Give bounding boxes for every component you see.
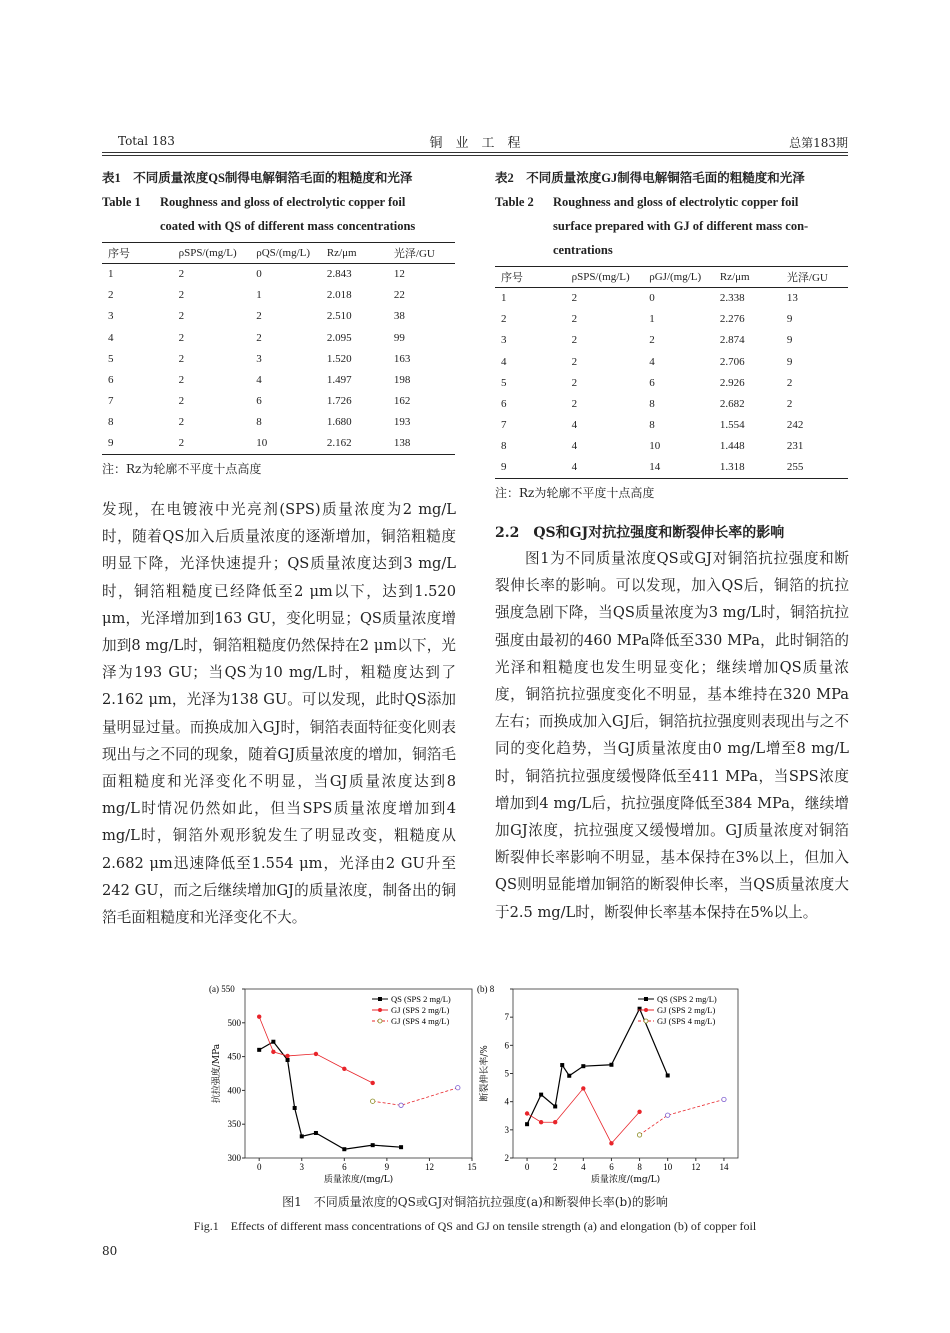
table-cell: 12	[393, 268, 405, 281]
column-header: ρSPS/(mg/L)	[566, 267, 644, 288]
x-tick-label: 3	[299, 1162, 304, 1172]
table-cell: 9	[495, 457, 566, 478]
data-point	[525, 1111, 529, 1115]
y-tick-label: 2	[504, 1153, 509, 1163]
legend-marker	[378, 1008, 382, 1012]
table-cell: 14	[643, 457, 714, 478]
table-cell: 9	[786, 334, 793, 347]
table2-caption-en: Roughness and gloss of electrolytic copper foil	[553, 195, 799, 209]
table-cell: 9	[102, 433, 173, 454]
panel-label: (a) 550	[209, 984, 235, 994]
data-point	[399, 1145, 403, 1149]
table-cell: 163	[393, 352, 411, 365]
table-cell: 2.162	[321, 433, 388, 454]
table-cell: 1.318	[714, 457, 781, 478]
table-cell: 7	[501, 419, 507, 432]
column-header: ρGJ/(mg/L)	[643, 267, 714, 288]
table-cell: 162	[393, 395, 411, 408]
x-tick-label: 6	[342, 1162, 347, 1172]
table-cell: 2	[786, 376, 793, 389]
table-cell: 2.338	[719, 292, 745, 305]
series-line	[259, 1017, 373, 1083]
table2-note: 注：Rz为轮廓不平度十点高度	[495, 486, 655, 500]
table-cell: 4	[256, 374, 262, 387]
table-cell: 2.843	[326, 268, 352, 281]
y-tick-label: 300	[227, 1153, 241, 1163]
table-cell: 0	[649, 292, 655, 305]
table-cell: 2	[571, 313, 578, 326]
x-axis-label: 质量浓度/(mg/L)	[323, 1175, 394, 1185]
table-cell: 2.874	[719, 334, 745, 347]
legend-marker	[644, 997, 648, 1001]
data-point	[553, 1104, 557, 1108]
data-point	[609, 1141, 613, 1145]
data-point	[560, 1063, 564, 1067]
y-tick-label: 7	[504, 1012, 509, 1023]
data-point	[539, 1093, 543, 1097]
panel-label: (b) 8	[477, 984, 495, 994]
table-cell: 2	[256, 310, 262, 323]
y-tick-label: 6	[504, 1040, 509, 1051]
table-cell: 1.520	[326, 352, 352, 365]
table-cell: 22	[393, 289, 405, 302]
table-cell: 5	[108, 352, 114, 365]
table2-caption-en: surface prepared with GJ of different mass con-	[553, 219, 809, 233]
table-cell: 8	[501, 440, 507, 453]
legend-label: QS (SPS 2 mg/L)	[657, 994, 717, 1004]
x-tick-label: 0	[256, 1162, 262, 1172]
data-point	[539, 1120, 543, 1124]
data-point	[581, 1064, 585, 1068]
data-point	[271, 1040, 275, 1044]
x-tick-label: 0	[524, 1162, 530, 1172]
table-cell: 8	[649, 419, 655, 432]
column-header: Rz/μm	[321, 243, 388, 264]
table-cell: 231	[786, 440, 804, 453]
table2-label: Table 2	[495, 195, 534, 209]
legend-marker	[378, 997, 382, 1001]
table-cell: 2	[571, 355, 578, 368]
data-point	[553, 1120, 557, 1124]
body-paragraph-right: 图1为不同质量浓度QS或GJ对铜箔抗拉强度和断裂伸长率的影响。可以发现，加入QS后，铜箔的抗拉强度急剧下降，当QS质量浓度为3 mg/L时，铜箔抗拉强度由最初的460 MPa降低至330 MPa，此时铜箔的光泽和粗糙度也发生明显变化；继续增加QS质量浓度，铜箔抗拉强度变化不明显，基本维持在320 MPa左右；而换成加入GJ后，铜箔抗拉强度则表现出与之不同的变化趋势，当GJ质量浓度由0 mg/L增至8 mg/L时，铜箔抗拉强度缓慢降低至411 MPa，当SPS浓度增加到4 mg/L后，抗拉强度降低至384 MPa，继续增加GJ浓度，抗拉强度又缓慢增加。GJ质量浓度对铜箔断裂伸长率影响不明显，基本保持在3%以上，但加入QS则明显能增加铜箔的断裂伸长率，当QS质量浓度大于2.5 mg/L时，断裂伸长率基本保持在5%以上。	[495, 550, 849, 921]
table-cell: 1.680	[326, 416, 352, 429]
data-point	[314, 1131, 318, 1135]
column-header: 光泽/GU	[781, 267, 848, 288]
table-cell: 99	[393, 331, 405, 344]
table-cell: 9	[786, 355, 793, 368]
table-cell: 2	[256, 331, 262, 344]
table-cell: 2	[178, 416, 185, 429]
data-point	[293, 1106, 297, 1110]
table-cell: 13	[786, 292, 798, 305]
table1-label: Table 1	[102, 195, 141, 209]
x-tick-label: 10	[663, 1162, 673, 1172]
table1-caption-en: coated with QS of different mass concentrations	[160, 219, 416, 233]
table-cell: 6	[256, 395, 262, 408]
table-cell: 1	[108, 268, 114, 281]
data-point	[666, 1073, 670, 1077]
running-header-left: Total 183	[118, 134, 175, 148]
legend-label: GJ (SPS 4 mg/L)	[657, 1016, 716, 1026]
legend-marker	[644, 1019, 648, 1023]
column-header: 序号	[102, 243, 173, 264]
column-header: ρQS/(mg/L)	[250, 243, 321, 264]
y-tick-label: 3	[504, 1124, 509, 1135]
table-cell: 6	[108, 374, 114, 387]
legend-marker	[644, 1008, 648, 1012]
y-tick-label: 4	[504, 1096, 509, 1107]
x-tick-label: 2	[552, 1162, 558, 1172]
x-tick-label: 8	[637, 1162, 642, 1172]
table1-caption-cn: 表1 不同质量浓度QS制得电解铜箔毛面的粗糙度和光泽	[102, 171, 413, 185]
table-cell: 0	[256, 268, 262, 281]
data-point	[257, 1015, 261, 1019]
table-cell: 4	[108, 331, 114, 344]
series-line	[527, 1009, 668, 1124]
series-line	[373, 1088, 458, 1106]
table-cell: 2	[786, 398, 793, 411]
table-cell: 2	[571, 398, 578, 411]
y-tick-label: 5	[504, 1068, 509, 1079]
body-paragraph-left: 发现，在电镀液中光亮剂(SPS)质量浓度为2 mg/L时，随着QS加入后质量浓度的逐渐增加，铜箔粗糙度明显下降，光泽快速提升；QS质量浓度达到3 mg/L时，铜箔粗糙度已经降低至2 μm以下，达到1.520 μm，光泽增加到163 GU，变化明显；QS质量浓度增加到8 mg/L时，铜箔粗糙度仍然保持在2 μm以下，光泽为193 GU；当QS为10 mg/L时，粗糙度达到了2.162 μm，光泽为138 GU。可以发现，此时QS添加量明显过量。而换成加入GJ时，铜箔表面特征变化则表现出与之不同的现象，随着GJ质量浓度的增加，铜箔毛面粗糙度和光泽变化不明显，当GJ质量浓度达到8 mg/L时情况仍然如此，但当SPS质量浓度增加到4 mg/L时，铜箔外观形貌发生了明显改变，粗糙度从2.682 μm迅速降低至1.554 μm，光泽由2 GU升至242 GU，而之后继续增加GJ的质量浓度，制备出的铜箔毛面粗糙度和光泽变化不大。	[102, 501, 456, 927]
table1-caption-en: Roughness and gloss of electrolytic copper foil	[160, 195, 406, 209]
x-tick-label: 4	[581, 1162, 586, 1172]
y-tick-label: 350	[227, 1119, 241, 1130]
table-cell: 2.095	[326, 331, 352, 344]
table-cell: 2	[178, 374, 185, 387]
table-cell: 138	[388, 433, 455, 454]
data-point	[300, 1134, 304, 1138]
data-point	[285, 1054, 289, 1058]
table-cell: 2	[108, 289, 114, 302]
table-cell: 6	[649, 376, 655, 389]
legend-label: GJ (SPS 4 mg/L)	[391, 1016, 450, 1026]
column-header: ρSPS/(mg/L)	[173, 243, 251, 264]
table-cell: 2	[571, 334, 578, 347]
table-cell: 4	[649, 355, 655, 368]
column-header: 光泽/GU	[388, 243, 455, 264]
table-cell: 242	[786, 419, 804, 432]
series-line	[259, 1042, 401, 1149]
table-cell: 2.706	[719, 355, 745, 368]
table-cell: 10	[250, 433, 321, 454]
data-point	[371, 1143, 375, 1147]
data-point	[257, 1048, 261, 1052]
x-tick-label: 12	[691, 1162, 701, 1172]
table-cell: 2.682	[719, 398, 745, 411]
y-tick-label: 500	[227, 1017, 241, 1028]
legend-marker	[378, 1019, 382, 1023]
table-cell: 4	[571, 419, 578, 432]
table-cell: 1	[256, 289, 262, 302]
data-point	[370, 1081, 374, 1085]
table-cell: 9	[786, 313, 793, 326]
x-tick-label: 12	[424, 1162, 434, 1172]
table-cell: 2.510	[326, 310, 352, 323]
legend-label: GJ (SPS 2 mg/L)	[391, 1005, 450, 1015]
table-cell: 1.554	[719, 419, 745, 432]
table2-caption-cn: 表2 不同质量浓度GJ制得电解铜箔毛面的粗糙度和光泽	[495, 171, 805, 185]
table-cell: 7	[108, 395, 114, 408]
data-point	[525, 1122, 529, 1126]
table-cell: 255	[781, 457, 848, 478]
table-cell: 4	[501, 355, 507, 368]
section-heading: 2.2 QS和GJ对抗拉强度和断裂伸长率的影响	[495, 525, 785, 541]
y-axis-label: 断裂伸长率/%	[480, 1045, 490, 1102]
table-cell: 1	[649, 313, 655, 326]
data-point	[665, 1113, 669, 1117]
data-point	[399, 1103, 403, 1107]
x-tick-label: 15	[467, 1162, 477, 1172]
table-cell: 1.497	[326, 374, 352, 387]
table-cell: 3	[256, 352, 262, 365]
table-cell: 2	[571, 292, 578, 305]
y-tick-label: 450	[227, 1051, 241, 1062]
series-line	[640, 1099, 724, 1134]
figure-caption-cn: 图1 不同质量浓度的QS或GJ对铜箔抗拉强度(a)和断裂伸长率(b)的影响	[282, 1195, 668, 1209]
table-cell: 8	[108, 416, 114, 429]
table-cell: 2	[501, 313, 507, 326]
y-tick-label: 400	[227, 1085, 241, 1096]
data-point	[637, 1110, 641, 1114]
table2-caption-en: centrations	[553, 243, 613, 257]
column-header: Rz/μm	[714, 267, 781, 288]
data-point	[342, 1147, 346, 1151]
data-point	[581, 1086, 585, 1090]
legend-label: GJ (SPS 2 mg/L)	[657, 1005, 716, 1015]
table-cell: 1.726	[326, 395, 352, 408]
table-cell: 4	[566, 457, 644, 478]
x-tick-label: 6	[609, 1162, 614, 1172]
table-cell: 2	[173, 433, 251, 454]
table-cell: 198	[393, 374, 411, 387]
x-axis-label: 质量浓度/(mg/L)	[590, 1175, 661, 1185]
data-point	[314, 1052, 318, 1056]
legend-label: QS (SPS 2 mg/L)	[391, 994, 451, 1004]
running-header-right: 总第183期	[789, 136, 848, 150]
column-header: 序号	[495, 267, 566, 288]
table-cell: 3	[501, 334, 507, 347]
data-point	[722, 1097, 726, 1101]
y-axis-label: 抗拉强度/MPa	[212, 1043, 222, 1104]
data-point	[271, 1050, 275, 1054]
table-cell: 2	[649, 334, 655, 347]
table-cell: 1	[501, 292, 507, 305]
data-point	[637, 1133, 641, 1137]
table-cell: 2.276	[719, 313, 745, 326]
page-number: 80	[102, 1244, 118, 1258]
table-cell: 2	[571, 376, 578, 389]
data-point	[286, 1058, 290, 1062]
table-cell: 2	[178, 395, 185, 408]
table-cell: 5	[501, 376, 507, 389]
data-point	[342, 1067, 346, 1071]
table-cell: 193	[393, 416, 411, 429]
data-point	[567, 1074, 571, 1078]
table-cell: 3	[108, 310, 114, 323]
table-cell: 2	[178, 352, 185, 365]
table1-note: 注：Rz为轮廓不平度十点高度	[102, 462, 262, 476]
table-cell: 2	[178, 268, 185, 281]
data-point	[456, 1085, 460, 1089]
table-cell: 8	[256, 416, 262, 429]
data-point	[370, 1099, 374, 1103]
table-cell: 10	[649, 440, 661, 453]
x-tick-label: 14	[719, 1162, 729, 1172]
table-cell: 2	[178, 289, 185, 302]
table-cell: 4	[571, 440, 578, 453]
table-cell: 2	[178, 310, 185, 323]
table-cell: 2.926	[719, 376, 745, 389]
table-cell: 6	[501, 398, 507, 411]
figure-caption-en: Fig.1 Effects of different mass concentrations of QS and GJ on tensile strength (a) and elongation (b) of copper foil	[193, 1219, 757, 1233]
table-cell: 38	[393, 310, 405, 323]
x-tick-label: 9	[384, 1162, 390, 1172]
data-point	[609, 1063, 613, 1067]
table-cell: 2.018	[326, 289, 352, 302]
table-cell: 1.448	[719, 440, 745, 453]
table-cell: 2	[178, 331, 185, 344]
table-cell: 8	[649, 398, 655, 411]
journal-title: 铜 业 工 程	[429, 136, 521, 151]
